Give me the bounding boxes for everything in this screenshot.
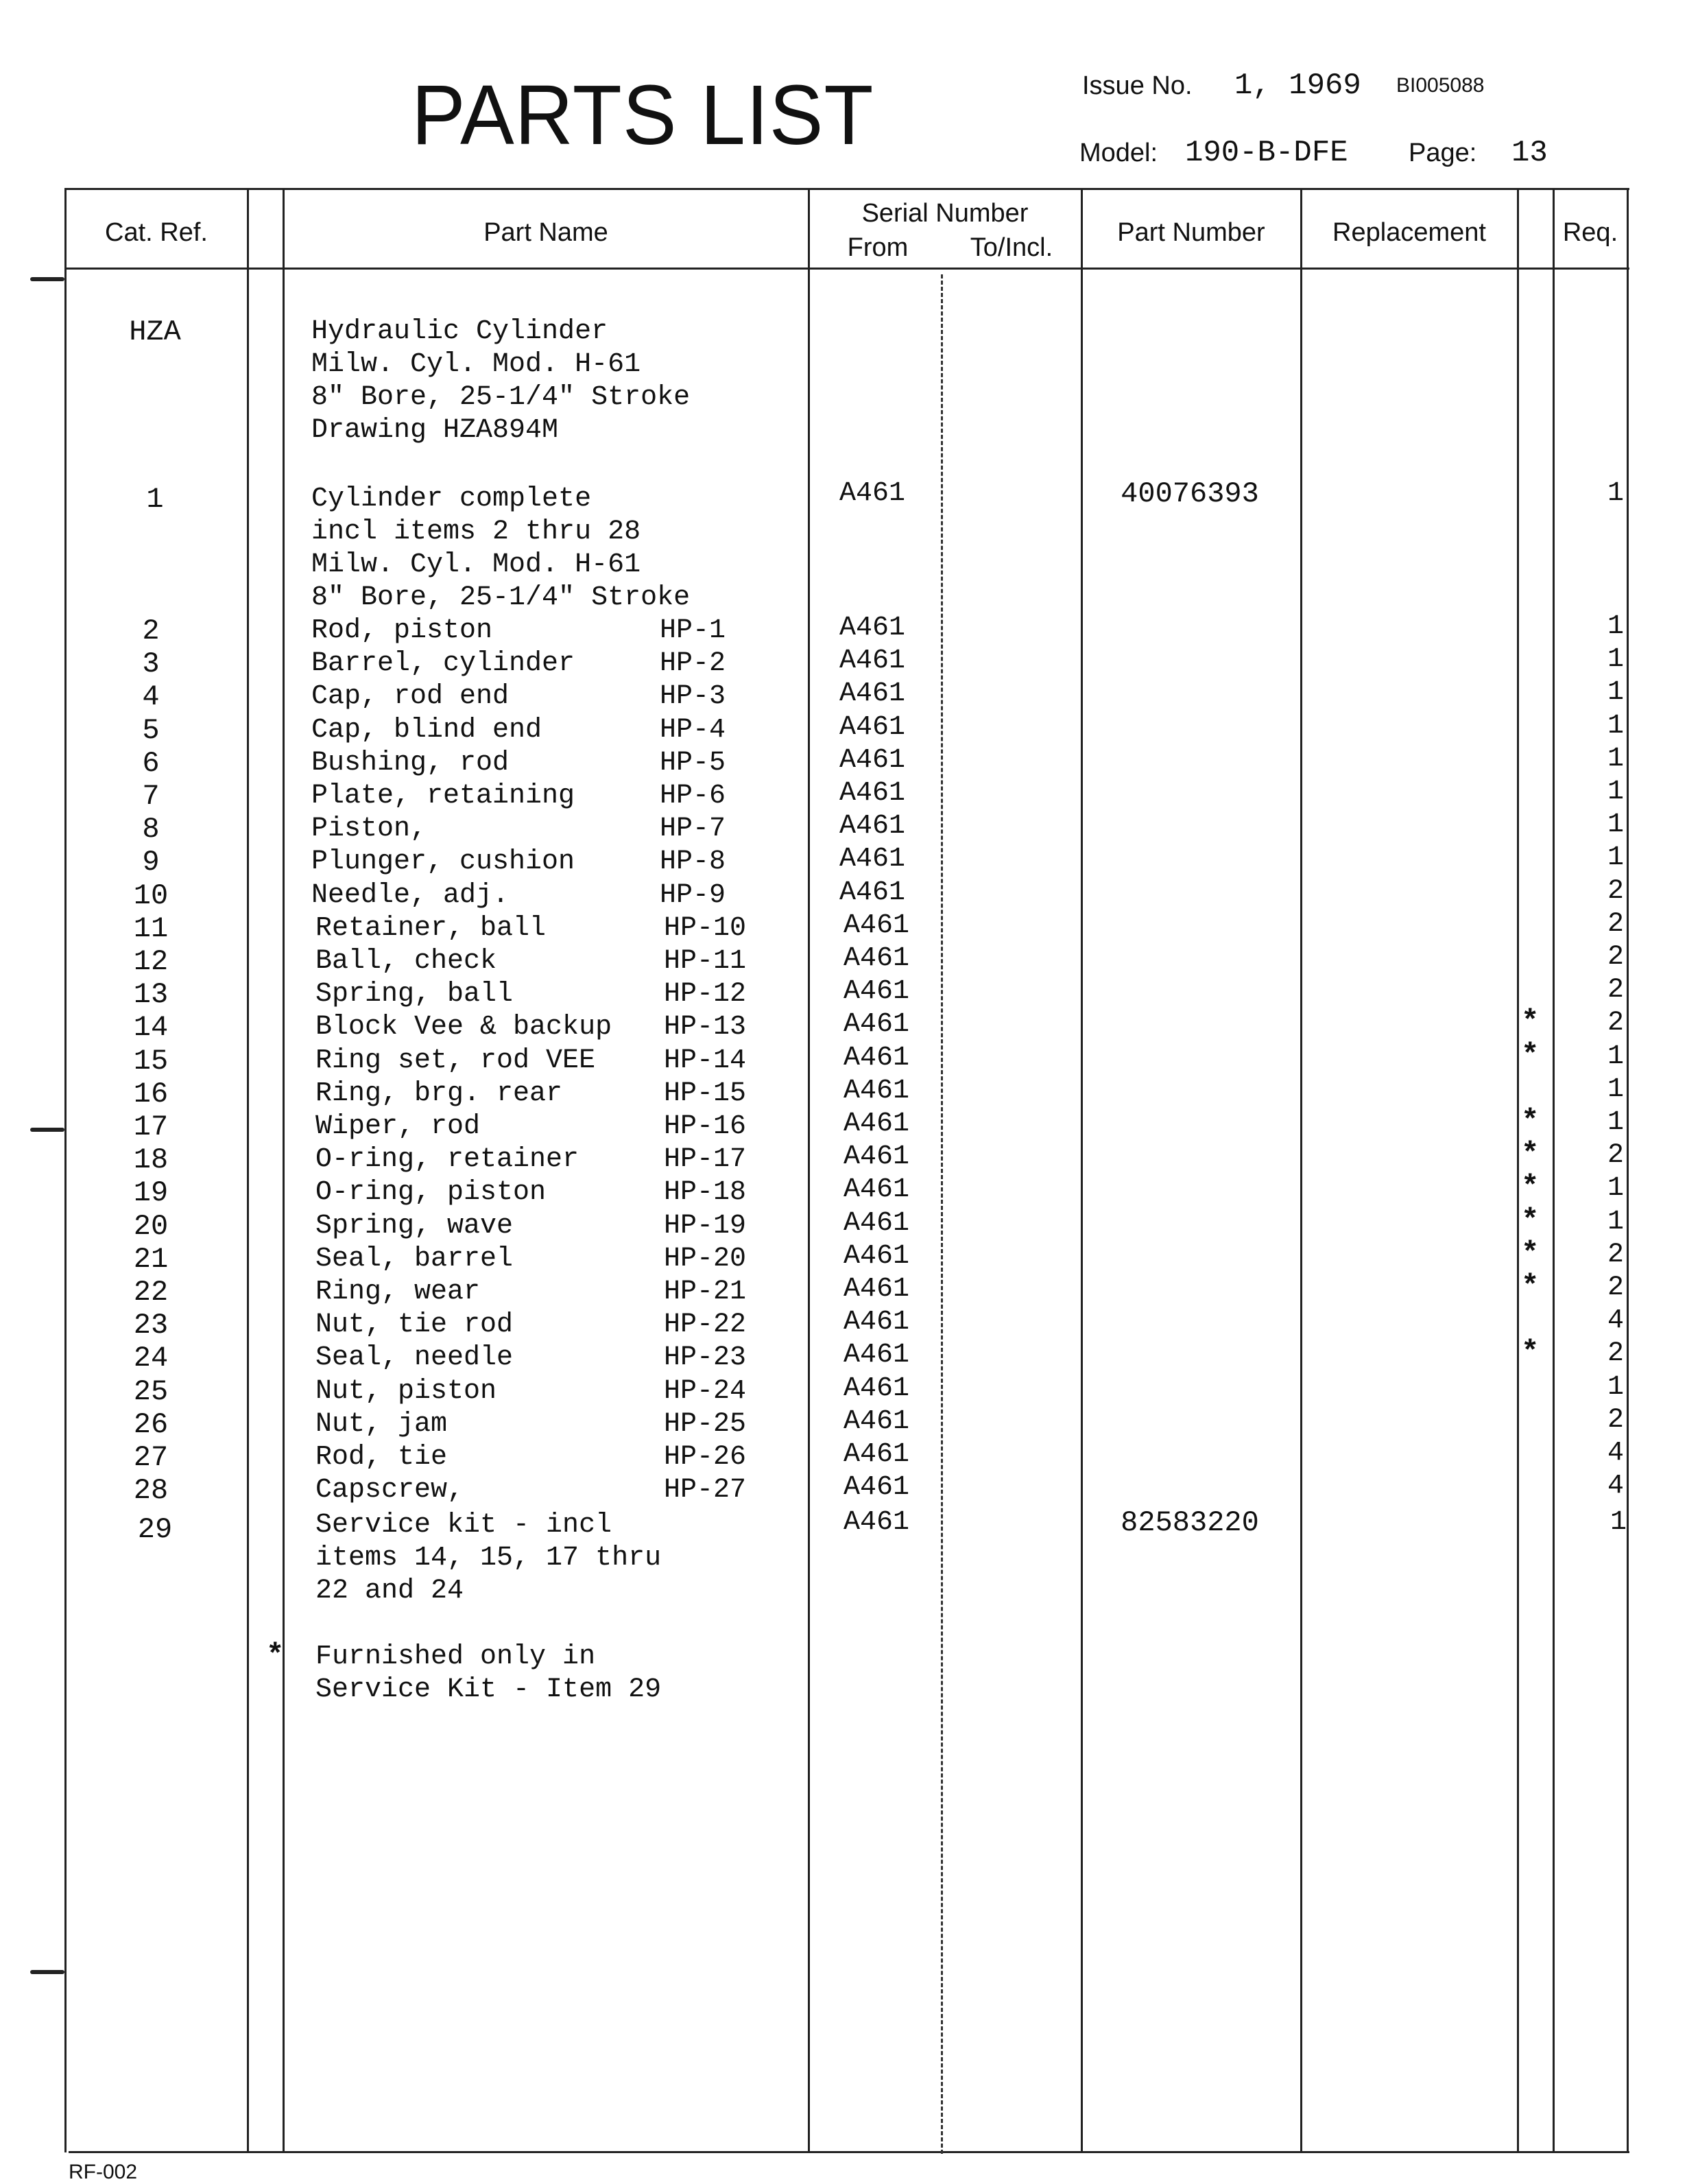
model-value: 190-B-DFE bbox=[1185, 136, 1348, 170]
cat-ref: 3 bbox=[142, 648, 160, 680]
serial-from: A461 bbox=[844, 1373, 910, 1404]
hp-code: HP-22 bbox=[664, 1309, 747, 1340]
serial-from: A461 bbox=[844, 943, 910, 974]
cat-ref: 16 bbox=[133, 1078, 169, 1111]
serial-from: A461 bbox=[844, 1307, 910, 1338]
part-name-line: Hydraulic Cylinder bbox=[311, 316, 608, 347]
footnote-asterisk: * bbox=[266, 1639, 285, 1673]
req-qty: 1 bbox=[1610, 1507, 1627, 1538]
hp-code: HP-21 bbox=[664, 1277, 747, 1307]
hp-code: HP-17 bbox=[664, 1144, 747, 1175]
hp-code: HP-12 bbox=[664, 979, 747, 1010]
part-name-line: Cylinder complete bbox=[311, 484, 592, 514]
req-qty: 4 bbox=[1607, 1471, 1624, 1502]
part-name: Seal, needle bbox=[315, 1342, 514, 1373]
serial-from: A461 bbox=[844, 1340, 910, 1370]
req-qty: 2 bbox=[1607, 1272, 1624, 1303]
req-qty: 1 bbox=[1607, 644, 1624, 675]
req-qty: 2 bbox=[1607, 876, 1624, 907]
req-qty: 2 bbox=[1607, 942, 1624, 973]
serial-from: A461 bbox=[839, 613, 906, 643]
cat-ref: 14 bbox=[133, 1011, 169, 1044]
hp-code: HP-18 bbox=[664, 1177, 747, 1208]
part-name: O-ring, piston bbox=[315, 1177, 547, 1208]
column-divider bbox=[1517, 188, 1519, 2152]
col-header-req: Req. bbox=[1562, 218, 1618, 247]
part-name: Ring, brg. rear bbox=[315, 1078, 563, 1109]
part-name: Seal, barrel bbox=[315, 1244, 514, 1274]
part-name: Nut, jam bbox=[315, 1409, 448, 1440]
hp-code: HP-19 bbox=[664, 1211, 747, 1242]
column-divider bbox=[247, 188, 249, 2152]
part-name: Ring set, rod VEE bbox=[315, 1045, 596, 1076]
part-name-line: incl items 2 thru 28 bbox=[311, 517, 641, 547]
serial-from: A461 bbox=[844, 1108, 910, 1139]
req-qty: 1 bbox=[1607, 1173, 1624, 1204]
req-qty: 2 bbox=[1607, 909, 1624, 940]
serial-from: A461 bbox=[839, 478, 906, 509]
part-name-line: Drawing HZA894M bbox=[311, 415, 559, 446]
table-top-border bbox=[64, 188, 1629, 190]
req-qty: 2 bbox=[1607, 1338, 1624, 1369]
cat-ref: 19 bbox=[133, 1176, 169, 1209]
part-name: Nut, tie rod bbox=[315, 1309, 514, 1340]
part-name: O-ring, retainer bbox=[315, 1144, 579, 1175]
req-qty: 4 bbox=[1607, 1305, 1624, 1336]
hp-code: HP-5 bbox=[660, 748, 726, 779]
column-divider bbox=[1081, 188, 1083, 2152]
serial-from: A461 bbox=[844, 1174, 910, 1205]
replacement-asterisk: * bbox=[1521, 1137, 1540, 1172]
col-header-serial-number: Serial Number bbox=[861, 199, 1029, 228]
footnote-line: Furnished only in bbox=[315, 1641, 596, 1672]
req-qty: 2 bbox=[1607, 975, 1624, 1006]
cat-ref: 2 bbox=[142, 615, 160, 648]
table-right-border bbox=[1627, 188, 1629, 2152]
part-number: 40076393 bbox=[1121, 477, 1259, 510]
part-name: Nut, piston bbox=[315, 1376, 497, 1407]
part-name: Ball, check bbox=[315, 946, 497, 977]
part-name: Plate, retaining bbox=[311, 781, 575, 811]
part-name: Piston, bbox=[311, 814, 427, 844]
hp-code: HP-3 bbox=[660, 681, 726, 712]
cat-ref: 15 bbox=[133, 1045, 169, 1078]
serial-from: A461 bbox=[839, 678, 906, 709]
serial-from: A461 bbox=[839, 844, 906, 875]
req-qty: 1 bbox=[1607, 711, 1624, 741]
cat-ref: 12 bbox=[133, 945, 169, 978]
hp-code: HP-9 bbox=[660, 880, 726, 911]
replacement-asterisk: * bbox=[1521, 1170, 1540, 1204]
cat-ref: 27 bbox=[133, 1441, 169, 1474]
cat-ref: 24 bbox=[133, 1342, 169, 1375]
replacement-asterisk: * bbox=[1521, 1038, 1540, 1073]
cat-ref: HZA bbox=[129, 316, 181, 348]
hp-code: HP-25 bbox=[664, 1409, 747, 1440]
serial-from: A461 bbox=[844, 1043, 910, 1073]
part-name: Needle, adj. bbox=[311, 880, 510, 911]
hp-code: HP-1 bbox=[660, 615, 726, 646]
issue-value: 1, 1969 bbox=[1234, 69, 1361, 103]
replacement-asterisk: * bbox=[1521, 1270, 1540, 1304]
serial-from: A461 bbox=[844, 910, 910, 941]
req-qty: 1 bbox=[1607, 744, 1624, 774]
req-qty: 1 bbox=[1607, 1107, 1624, 1138]
serial-from: A461 bbox=[844, 1241, 910, 1272]
issue-label: Issue No. bbox=[1082, 71, 1193, 100]
footnote-line: Service Kit - Item 29 bbox=[315, 1674, 662, 1705]
serial-from: A461 bbox=[839, 745, 906, 776]
margin-mark bbox=[30, 277, 64, 281]
margin-mark bbox=[30, 1128, 64, 1132]
part-name-line: 8" Bore, 25-1/4" Stroke bbox=[311, 582, 691, 613]
req-qty: 2 bbox=[1607, 1008, 1624, 1038]
model-label: Model: bbox=[1079, 139, 1158, 167]
table-left-border bbox=[64, 188, 67, 2152]
cat-ref: 22 bbox=[133, 1276, 169, 1309]
cat-ref: 10 bbox=[133, 879, 169, 912]
part-name: Capscrew, bbox=[315, 1475, 464, 1506]
serial-from: A461 bbox=[839, 877, 906, 908]
hp-code: HP-2 bbox=[660, 648, 726, 679]
hp-code: HP-8 bbox=[660, 846, 726, 877]
col-header-part-name: Part Name bbox=[483, 218, 608, 247]
hp-code: HP-14 bbox=[664, 1045, 747, 1076]
part-name: Rod, tie bbox=[315, 1442, 448, 1473]
column-divider bbox=[283, 188, 285, 2152]
hp-code: HP-10 bbox=[664, 913, 747, 944]
serial-from: A461 bbox=[839, 712, 906, 743]
cat-ref: 21 bbox=[133, 1243, 169, 1276]
col-header-from: From bbox=[847, 233, 909, 262]
col-header-cat-ref: Cat. Ref. bbox=[105, 218, 208, 247]
req-qty: 1 bbox=[1607, 776, 1624, 807]
form-code: RF-002 bbox=[69, 2161, 138, 2183]
serial-from: A461 bbox=[844, 1208, 910, 1239]
hp-code: HP-16 bbox=[664, 1111, 747, 1142]
part-name: Spring, wave bbox=[315, 1211, 514, 1242]
hp-code: HP-26 bbox=[664, 1442, 747, 1473]
column-divider bbox=[1553, 188, 1555, 2152]
document-id: BI005088 bbox=[1396, 74, 1485, 97]
column-divider bbox=[808, 188, 810, 2152]
serial-from: A461 bbox=[844, 1076, 910, 1106]
hp-code: HP-11 bbox=[664, 946, 747, 977]
serial-from: A461 bbox=[844, 1472, 910, 1503]
hp-code: HP-27 bbox=[664, 1475, 747, 1506]
table-bottom-border bbox=[69, 2151, 1629, 2153]
serial-from: A461 bbox=[844, 1274, 910, 1305]
req-qty: 1 bbox=[1607, 1207, 1624, 1237]
cat-ref: 18 bbox=[133, 1143, 169, 1176]
replacement-asterisk: * bbox=[1521, 1104, 1540, 1139]
cat-ref: 13 bbox=[133, 978, 169, 1011]
part-name: Retainer, ball bbox=[315, 913, 547, 944]
part-name: Cap, blind end bbox=[311, 715, 542, 746]
req-qty: 2 bbox=[1607, 1140, 1624, 1171]
part-name: Rod, piston bbox=[311, 615, 493, 646]
part-name-line: 8" Bore, 25-1/4" Stroke bbox=[311, 382, 691, 413]
replacement-asterisk: * bbox=[1521, 1237, 1540, 1271]
serial-from: A461 bbox=[844, 1406, 910, 1437]
hp-code: HP-13 bbox=[664, 1012, 747, 1043]
cat-ref: 29 bbox=[137, 1513, 173, 1546]
part-name: Wiper, rod bbox=[315, 1111, 481, 1142]
part-name: Barrel, cylinder bbox=[311, 648, 575, 679]
part-name: Spring, ball bbox=[315, 979, 514, 1010]
req-qty: 2 bbox=[1607, 1405, 1624, 1436]
column-divider bbox=[1300, 188, 1302, 2152]
cat-ref: 26 bbox=[133, 1408, 169, 1441]
col-header-to-incl: To/Incl. bbox=[970, 233, 1053, 262]
header-divider bbox=[64, 268, 1629, 270]
cat-ref: 4 bbox=[142, 680, 160, 713]
col-header-part-number: Part Number bbox=[1117, 218, 1265, 247]
hp-code: HP-20 bbox=[664, 1244, 747, 1274]
serial-from: A461 bbox=[839, 645, 906, 676]
part-name: Cap, rod end bbox=[311, 681, 510, 712]
page-value: 13 bbox=[1511, 136, 1548, 170]
cat-ref: 7 bbox=[142, 780, 160, 813]
serial-from: A461 bbox=[839, 778, 906, 809]
cat-ref: 20 bbox=[133, 1210, 169, 1243]
serial-from: A461 bbox=[844, 1009, 910, 1040]
cat-ref: 23 bbox=[133, 1309, 169, 1342]
part-name-line: Service kit - incl bbox=[315, 1510, 612, 1541]
part-name: Plunger, cushion bbox=[311, 846, 575, 877]
req-qty: 1 bbox=[1607, 478, 1624, 509]
req-qty: 1 bbox=[1607, 1041, 1624, 1072]
cat-ref: 28 bbox=[133, 1474, 169, 1507]
serial-from: A461 bbox=[844, 976, 910, 1007]
replacement-asterisk: * bbox=[1521, 1336, 1540, 1370]
cat-ref: 8 bbox=[142, 813, 160, 846]
part-name-line: Milw. Cyl. Mod. H-61 bbox=[311, 549, 641, 580]
serial-from: A461 bbox=[844, 1439, 910, 1470]
part-name-line: items 14, 15, 17 thru bbox=[315, 1543, 662, 1574]
part-name: Block Vee & backup bbox=[315, 1012, 612, 1043]
hp-code: HP-6 bbox=[660, 781, 726, 811]
serial-from: A461 bbox=[839, 811, 906, 842]
hp-code: HP-23 bbox=[664, 1342, 747, 1373]
cat-ref: 5 bbox=[142, 714, 160, 747]
part-number: 82583220 bbox=[1121, 1506, 1259, 1539]
serial-dashed-divider bbox=[941, 274, 943, 2154]
part-name-line: Milw. Cyl. Mod. H-61 bbox=[311, 349, 641, 380]
replacement-asterisk: * bbox=[1521, 1005, 1540, 1039]
col-header-replacement: Replacement bbox=[1332, 218, 1486, 247]
hp-code: HP-15 bbox=[664, 1078, 747, 1109]
req-qty: 1 bbox=[1607, 1372, 1624, 1403]
hp-code: HP-7 bbox=[660, 814, 726, 844]
serial-from: A461 bbox=[844, 1141, 910, 1172]
req-qty: 2 bbox=[1607, 1239, 1624, 1270]
req-qty: 1 bbox=[1607, 611, 1624, 642]
req-qty: 4 bbox=[1607, 1438, 1624, 1469]
req-qty: 1 bbox=[1607, 842, 1624, 873]
cat-ref: 9 bbox=[142, 846, 160, 879]
margin-mark bbox=[30, 1970, 64, 1974]
part-name: Ring, wear bbox=[315, 1277, 481, 1307]
part-name: Bushing, rod bbox=[311, 748, 510, 779]
part-name-line: 22 and 24 bbox=[315, 1576, 464, 1606]
hp-code: HP-4 bbox=[660, 715, 726, 746]
cat-ref: 1 bbox=[146, 483, 164, 516]
req-qty: 1 bbox=[1607, 677, 1624, 708]
page-title: PARTS LIST bbox=[411, 67, 874, 163]
serial-from: A461 bbox=[844, 1507, 910, 1538]
cat-ref: 25 bbox=[133, 1375, 169, 1408]
hp-code: HP-24 bbox=[664, 1376, 747, 1407]
cat-ref: 6 bbox=[142, 747, 160, 780]
page-label: Page: bbox=[1409, 139, 1477, 167]
replacement-asterisk: * bbox=[1521, 1204, 1540, 1238]
req-qty: 1 bbox=[1607, 1074, 1624, 1105]
cat-ref: 11 bbox=[133, 912, 169, 945]
cat-ref: 17 bbox=[133, 1111, 169, 1143]
req-qty: 1 bbox=[1607, 809, 1624, 840]
